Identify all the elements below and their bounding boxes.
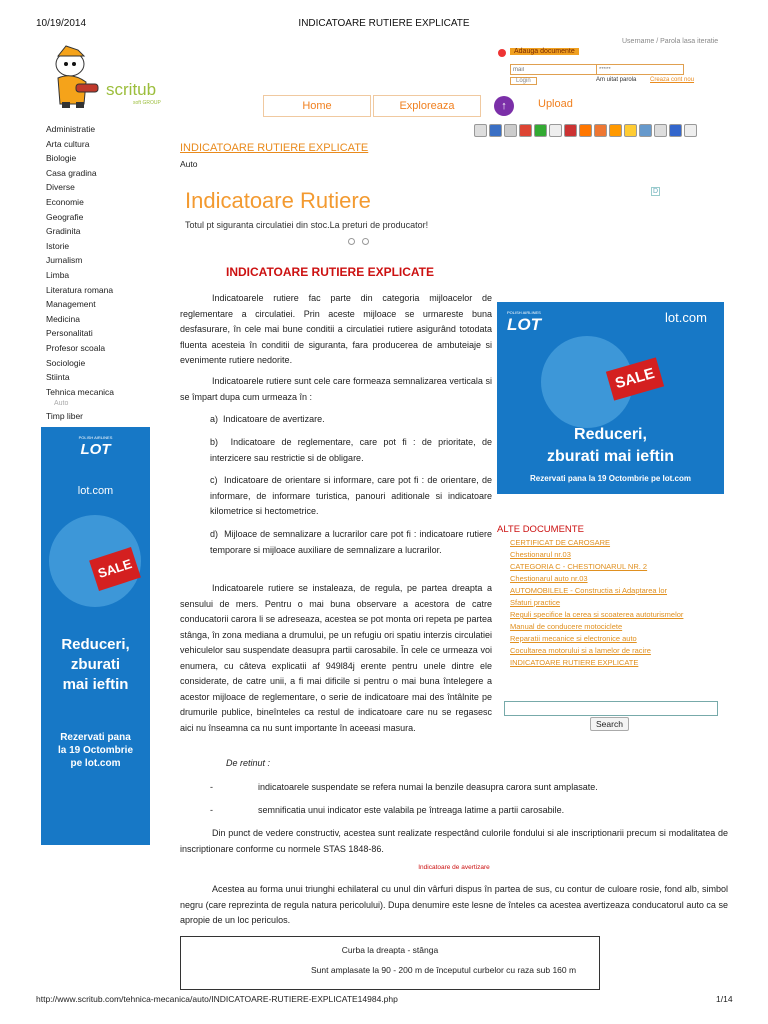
sidebar-item[interactable]: Arta cultura <box>46 138 90 149</box>
share-toolbar <box>474 124 730 139</box>
docs-title: ALTE DOCUMENTE <box>497 524 584 535</box>
list-key: b) <box>210 437 219 447</box>
article-subheading: Indicatoare de avertizare <box>418 864 490 871</box>
list-text: Indicatoare de avertizare. <box>223 414 325 424</box>
ad-line: zburati <box>70 656 121 673</box>
sidebar-item[interactable]: Biologie <box>46 153 77 164</box>
carousel-dot[interactable] <box>362 238 369 245</box>
sign-table-title: Curba la dreapta - stânga <box>341 945 439 955</box>
share-blank-icon[interactable] <box>549 124 562 137</box>
category-sidebar <box>46 122 156 424</box>
sign-table-row: Sunt amplasate la 90 - 200 m de începutul curbelor cu raza sub 160 m <box>311 965 577 975</box>
print-url: http://www.scritub.com/tehnica-mecanica/auto/INDICATOARE-RUTIERE-EXPLICATE14984.php <box>36 994 398 1004</box>
email-field[interactable] <box>510 64 598 75</box>
sidebar-item[interactable]: Gradinita <box>46 226 81 237</box>
account-links[interactable]: Username / Parola lasa iteratie <box>622 38 719 45</box>
list-text: Indicatoare de orientare si informare, care pot fi : de orientare, de informare, de informare turistica, panouri aditionale si indicatoare kilometrice si hectometrice. <box>210 475 492 516</box>
bullet-text: indicatoarele suspendate se refera numai la benzile deasupra carora sunt amplasate. <box>258 782 598 792</box>
sidebar-item[interactable]: Profesor scoala <box>46 342 106 353</box>
sidebar-item[interactable]: Economie <box>46 196 84 207</box>
logo-group: soft GROUP <box>133 100 161 106</box>
ad-sale-tag: SALE <box>606 357 664 400</box>
carousel-dot[interactable] <box>348 238 355 245</box>
sidebar-item[interactable]: Literatura romana <box>46 284 114 295</box>
login-button[interactable]: Login <box>510 77 537 85</box>
sidebar-item[interactable]: Diverse <box>46 182 75 193</box>
list-text: Mijloace de semnalizare a lucrarilor care pot fi : indicatoare rutiere temporare si mijloace auxiliare de semnalizare a lucrarilor. <box>210 529 492 555</box>
docs-list <box>510 537 728 669</box>
doc-link[interactable]: AUTOMOBILELE - Constructia si Adaptarea lor <box>510 586 668 595</box>
list-item <box>210 412 492 428</box>
list-key: d) <box>210 529 219 539</box>
sidebar-item[interactable]: Medicina <box>46 313 81 324</box>
list-key: a) <box>210 414 219 424</box>
share-google-icon[interactable] <box>504 124 517 137</box>
list-text: Indicatoare de reglementare, care pot fi : de prioritate, de interzicere sau restrictie si de obligare. <box>210 437 492 463</box>
list-item <box>210 527 492 558</box>
create-account-link[interactable]: Creaza cont nou <box>650 77 695 83</box>
ad-square-lot[interactable] <box>497 302 724 494</box>
share-yahoo-icon[interactable] <box>564 124 577 137</box>
ad-brand: LOT <box>507 315 541 334</box>
list-key: c) <box>210 475 218 485</box>
share-reddit-icon[interactable] <box>579 124 592 137</box>
sign-table <box>180 936 600 990</box>
sidebar-item[interactable]: Management <box>46 299 96 310</box>
share-mail-icon[interactable] <box>654 124 667 137</box>
doc-link[interactable]: Chestionarul auto nr.03 <box>510 574 588 583</box>
sidebar-item[interactable]: Administratie <box>46 124 96 134</box>
article-paragraph: Din punct de vedere constructiv, acestea sunt realizate respectând culorile fondului si ale inscriptionarii precum si modalitatea de inscriptionare conforme cu normele STAS 1848-86. <box>180 828 728 854</box>
forgot-password-link[interactable]: Am uitat parola <box>596 77 637 83</box>
retinut-label: De retinut : <box>226 758 271 768</box>
add-icon <box>498 49 506 57</box>
ad-line: Reduceri, <box>574 426 647 443</box>
print-date: 10/19/2014 <box>36 18 87 29</box>
logo-mascot-icon[interactable] <box>44 44 104 110</box>
share-facebook-icon[interactable] <box>669 124 682 137</box>
list-item <box>210 473 492 520</box>
print-title: INDICATOARE RUTIERE EXPLICATE <box>298 18 470 29</box>
sidebar-item[interactable]: Stiinta <box>46 372 70 383</box>
share-more-icon[interactable] <box>684 124 697 137</box>
ad-line: Reduceri, <box>61 636 130 653</box>
sidebar-item[interactable]: Timp liber <box>46 411 83 422</box>
add-document-button[interactable]: Adauga documente <box>510 48 579 55</box>
banner-ad-subtitle: Totul pt siguranta circulatiei din stoc.La preturi de producator! <box>185 220 429 230</box>
logo-text[interactable]: scritub <box>106 80 157 99</box>
share-bookmark-icon[interactable] <box>624 124 637 137</box>
list-item <box>210 435 492 466</box>
ad-vertical-lot[interactable] <box>41 427 150 845</box>
banner-ad-title[interactable]: Indicatoare Rutiere <box>185 188 371 213</box>
ad-airline-caption: POLISH AIRLINES <box>507 310 541 315</box>
share-print-icon[interactable] <box>474 124 487 137</box>
doc-link[interactable]: Reguli specifice la cerea si scoaterea autoturismelor <box>510 610 684 619</box>
sidebar-item[interactable]: Sociologie <box>46 357 86 368</box>
sidebar-item[interactable]: Limba <box>46 269 70 280</box>
ad-cta: Rezervati pana <box>60 732 131 743</box>
share-blogger-icon[interactable] <box>639 124 652 137</box>
adchoices-icon[interactable]: D <box>653 188 659 195</box>
article-paragraph: Indicatoarele rutiere fac parte din categoria mijloacelor de reglementare a circulatiei. Prin aceste mijloace se urmareste buna desfasurare, în cele mai bune conditii a circulatiei rutiere asigurând totodata fluenta acesteia în conditii de siguranta, fara producerea de ambuteiaje si evenimente rutiere nedorite. <box>180 293 492 365</box>
search-input[interactable] <box>504 701 718 716</box>
share-stumble-icon[interactable] <box>534 124 547 137</box>
article-heading: INDICATOARE RUTIERE EXPLICATE <box>226 265 435 279</box>
doc-link[interactable]: Manual de conducere motociclete <box>510 622 623 631</box>
sidebar-subitem-auto[interactable]: Auto <box>54 400 69 408</box>
doc-link[interactable]: CATEGORIA C - CHESTIONARUL NR. 2 <box>510 562 648 571</box>
article-paragraph: Indicatoarele rutiere se instaleaza, de regula, pe partea dreapta a sensului de mers. Pentru o mai buna observare a acestora de catre conducatorii carora li se adreseaza, acestea se pot monta ori repeta pe partea stânga, în zona mediana a drumului, pe un refugiu ori spatiu interzis circulatiei vehiculelor sau suspendate deasupra partii carosabile. În cele ce urmeaza voi enumera, cu câteva explicatii af 949l84j erente pentru unele dintre ele considerate, de catre unii, a fi mai dificile si pentru o mai buna întelegere a acestor mijloace de reglementare, o serie de indicatoare mai des întâlnite pe drumurile publice, bineînteles ca restul de indicatoare care nu se regasesc aici nu înseamna ca nu sunt importante în aceeasi masura. <box>180 583 492 733</box>
sidebar-item[interactable]: Casa gradina <box>46 167 97 178</box>
sidebar-item[interactable]: Jurnalism <box>46 255 83 266</box>
print-page-number: 1/14 <box>716 994 733 1004</box>
ad-sale-tag: SALE <box>89 547 141 591</box>
share-rss-icon[interactable] <box>609 124 622 137</box>
ad-site: lot.com <box>665 310 707 325</box>
search-button[interactable]: Search <box>590 717 629 731</box>
ad-brand: LOT <box>80 441 111 458</box>
page-title-link[interactable]: INDICATOARE RUTIERE EXPLICATE <box>180 142 369 154</box>
ad-site: lot.com <box>77 485 114 497</box>
bullet-dash: - <box>210 782 213 792</box>
doc-link[interactable]: INDICATOARE RUTIERE EXPLICATE <box>510 658 639 667</box>
doc-link[interactable]: Sfaturi practice <box>510 598 561 607</box>
doc-link[interactable]: Cocultarea motorului si a lamelor de racire <box>510 646 651 655</box>
ad-cta: Rezervati pana la 19 Octombrie pe lot.com <box>530 474 691 483</box>
ad-line: zburati mai ieftin <box>546 448 675 465</box>
ad-airline-caption: POLISH AIRLINES <box>78 435 113 440</box>
article-paragraph: Indicatoarele rutiere sunt cele care formeaza semnalizarea verticala si se împart dupa cum urmeaza în : <box>180 376 492 402</box>
share-mixx-icon[interactable] <box>594 124 607 137</box>
share-delicious-icon[interactable] <box>489 124 502 137</box>
ad-line: mai ieftin <box>62 676 129 693</box>
sidebar-item[interactable]: Tehnica mecanica <box>46 386 115 397</box>
sidebar-item[interactable]: Istorie <box>46 240 70 251</box>
sidebar-item[interactable]: Personalitati <box>46 328 93 339</box>
doc-link[interactable]: Chestionarul nr.03 <box>510 550 571 559</box>
doc-link[interactable]: CERTIFICAT DE CAROSARE <box>510 538 611 547</box>
password-field[interactable] <box>596 64 684 75</box>
nav-home-button[interactable]: Home <box>263 95 371 117</box>
ad-cta: pe lot.com <box>70 758 121 769</box>
ad-cta: la 19 Octombrie <box>57 745 134 756</box>
article-paragraph: Acestea au forma unui triunghi echilateral cu unul din vârfuri dispus în partea de sus, cu contur de culoare rosie, fond alb, simbol negru (care reprezinta de regula natura pericolului). Dupa denumire este lesne de înteles ca acestea avertizeaza conducatorul auto ca se apropie de un loc periculos. <box>180 884 728 925</box>
doc-link[interactable]: Reparatii mecanice si electronice auto <box>510 634 637 643</box>
sidebar-item[interactable]: Geografie <box>46 211 84 222</box>
bullet-dash: - <box>210 805 213 815</box>
share-digg-icon[interactable] <box>519 124 532 137</box>
nav-upload-button[interactable]: Upload <box>538 98 573 110</box>
category-label: Auto <box>180 159 198 169</box>
nav-explore-button[interactable]: Exploreaza <box>373 95 481 117</box>
upload-icon[interactable]: ↑ <box>494 96 514 116</box>
bullet-text: semnificatia unui indicator este valabila pe întreaga latime a partii carosabile. <box>258 805 565 815</box>
